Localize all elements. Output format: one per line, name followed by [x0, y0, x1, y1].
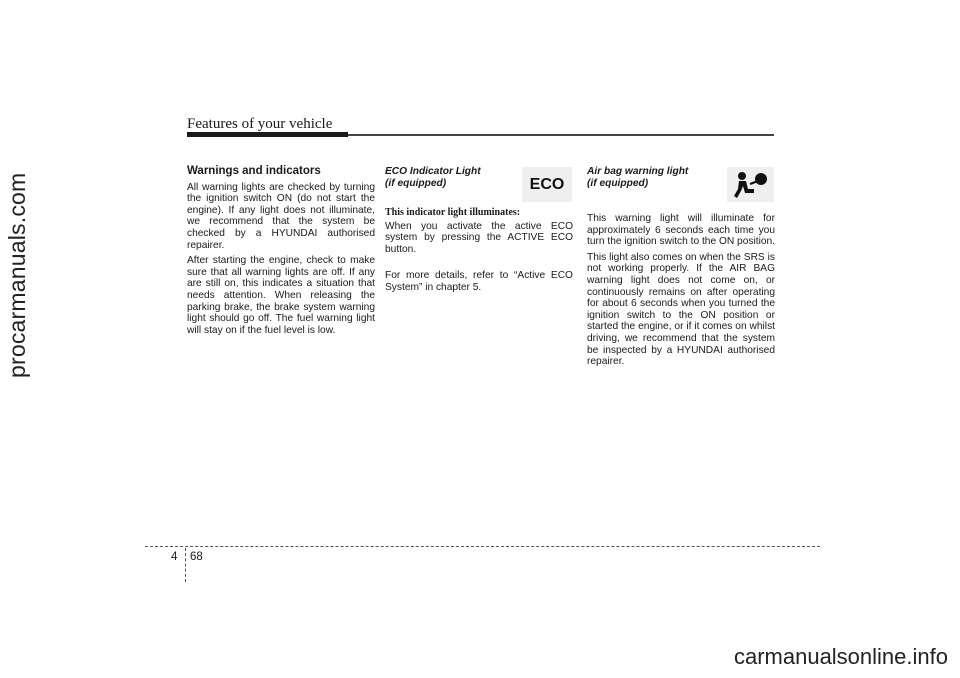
- paragraph: This warning light will illuminate for approximately 6 seconds each time you turn the ignition switch to the ON position.: [587, 213, 776, 248]
- eco-icon-label: ECO: [529, 175, 565, 193]
- paragraph: For more details, refer to “Active ECO System” in chapter 5.: [385, 270, 573, 293]
- paragraph: This light also comes on when the SRS is not working properly. If the AIR BAG warning light does not come on, or continuously remains on after operating for about 6 seconds when you turned the ignition switch to the ON position or started the engine, or if it comes on whilst driving, we recommend that the system be inspected by a HYUNDAI authorised repairer.: [587, 251, 775, 368]
- airbag-person-icon: [734, 171, 768, 199]
- eco-subheading: This indicator light illuminates:: [385, 207, 521, 218]
- section-heading-warnings: Warnings and indicators: [187, 165, 321, 177]
- paragraph: When you activate the active ECO system by pressing the ACTIVE ECO button.: [385, 220, 573, 255]
- side-watermark: procarmanuals.com: [4, 172, 30, 378]
- airbag-title-note: (if equipped): [587, 177, 649, 189]
- column-warnings: [187, 166, 375, 340]
- page-header-title: Features of your vehicle: [187, 116, 333, 132]
- header-rule-accent: [187, 132, 348, 137]
- eco-indicator-icon: [522, 167, 572, 202]
- eco-title-note: (if equipped): [385, 177, 447, 189]
- chapter-number: 4: [171, 551, 178, 563]
- airbag-warning-icon: [727, 167, 774, 202]
- airbag-title: Air bag warning light: [587, 166, 689, 177]
- footer-rule: [145, 546, 820, 547]
- footer-divider: [185, 548, 186, 582]
- paragraph: All warning lights are checked by turning the ignition switch ON (do not start the engine). If any light does not illuminate, we recommend that the system be checked by a HYUNDAI authorised repairer.: [187, 181, 375, 251]
- bottom-watermark: carmanualsonline.info: [733, 644, 948, 669]
- paragraph: After starting the engine, check to make sure that all warning lights are off. If any are still on, this indicates a situation that needs attention. When releasing the parking brake, the brake system warning light should go off. The fuel warning light will stay on if the fuel level is low.: [187, 255, 375, 336]
- eco-title: ECO Indicator Light: [385, 166, 481, 177]
- page-number: 68: [190, 551, 203, 563]
